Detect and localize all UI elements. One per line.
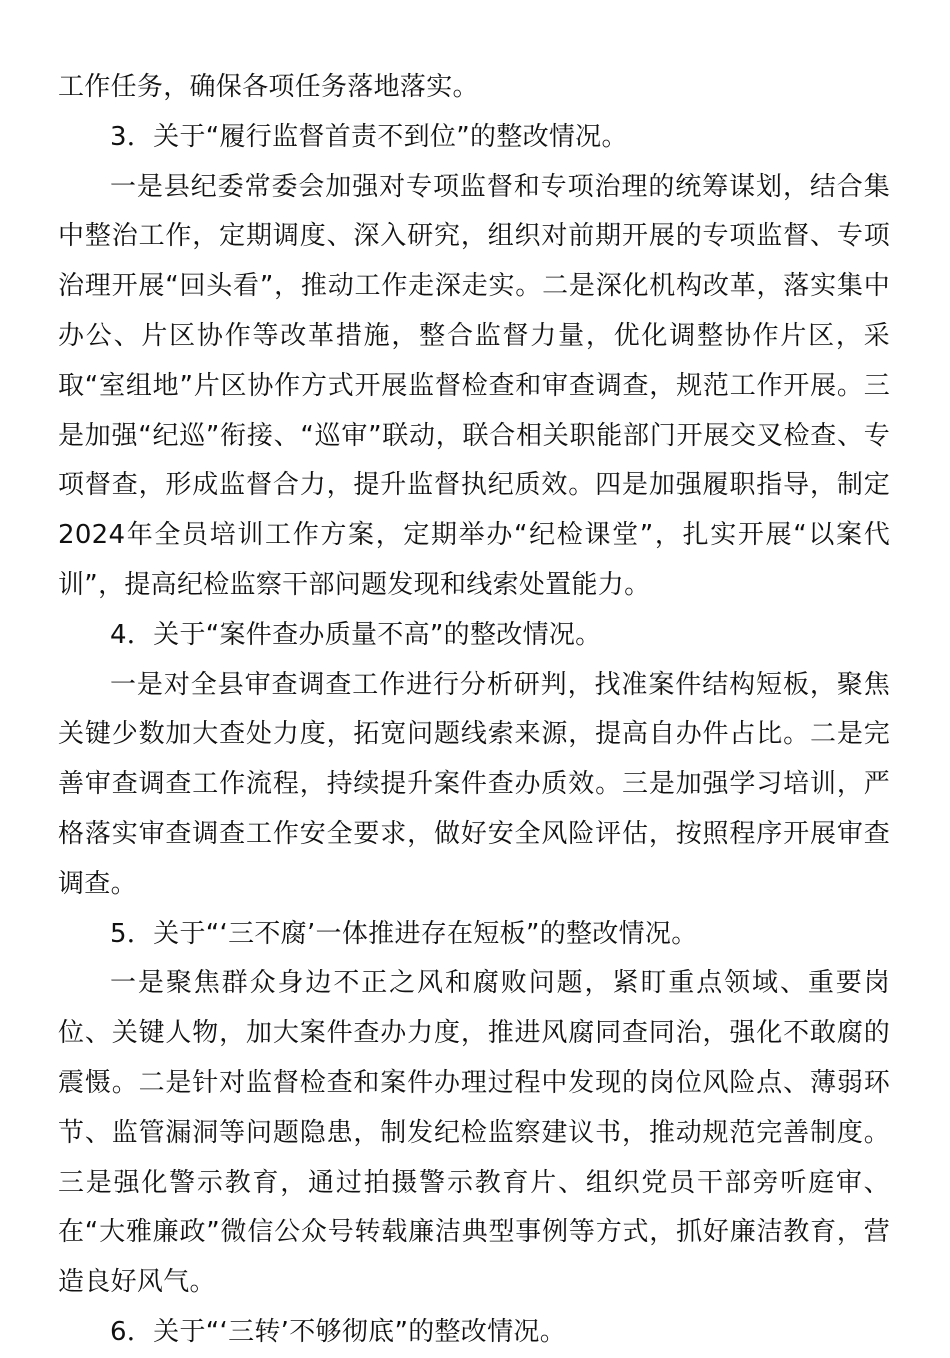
heading-item-3: 3．关于“履行监督首责不到位”的整改情况。 — [110, 121, 628, 152]
heading-item-5: 5．关于“‘三不腐’一体推进存在短板”的整改情况。 — [110, 918, 698, 949]
paragraph-continuation: 工作任务，确保各项任务落地落实。 — [58, 72, 479, 102]
heading-item-4: 4．关于“案件查办质量不高”的整改情况。 — [110, 619, 602, 650]
document-body — [58, 63, 890, 1358]
paragraph-item-5-body: 一是聚焦群众身边不正之风和腐败问题，紧盯重点领域、重要岗位、关键人物，加大案件查办力度，推进风腐同查同治，强化不敢腐的震慑。二是针对监督检查和案件办理过程中发现的岗位风险点、薄弱环节、监管漏洞等问题隐患，制发纪检监察建议书，推动规范完善制度。三是强化警示教育，通过拍摄警示教育片、组织党员干部旁听庭审、在“大雅廉政”微信公众号转载廉洁典型事例等方式，抓好廉洁教育，营造良好风气。 — [58, 968, 890, 1298]
paragraph-item-3-body: 一是县纪委常委会加强对专项监督和专项治理的统筹谋划，结合集中整治工作，定期调度、深入研究，组织对前期开展的专项监督、专项治理开展“回头看”，推动工作走深走实。二是深化机构改革，落实集中办公、片区协作等改革措施，整合监督力量，优化调整协作片区，采取“室组地”片区协作方式开展监督检查和审查调查，规范工作开展。三是加强“纪巡”衔接、“巡审”联动，联合相关职能部门开展交叉检查、专项督查，形成监督合力，提升监督执纪质效。四是加强履职指导，制定2024年全员培训工作方案，定期举办“纪检课堂”，扎实开展“以案代训”，提高纪检监察干部问题发现和线索处置能力。 — [58, 171, 890, 600]
heading-item-6: 6．关于“‘三转’不够彻底”的整改情况。 — [110, 1316, 567, 1347]
paragraph-item-4-body: 一是对全县审查调查工作进行分析研判，找准案件结构短板，聚焦关键少数加大查处力度，拓宽问题线索来源，提高自办件占比。二是完善审查调查工作流程，持续提升案件查办质效。三是加强学习培训，严格落实审查调查工作安全要求，做好安全风险评估，按照程序开展审查调查。 — [58, 669, 890, 899]
